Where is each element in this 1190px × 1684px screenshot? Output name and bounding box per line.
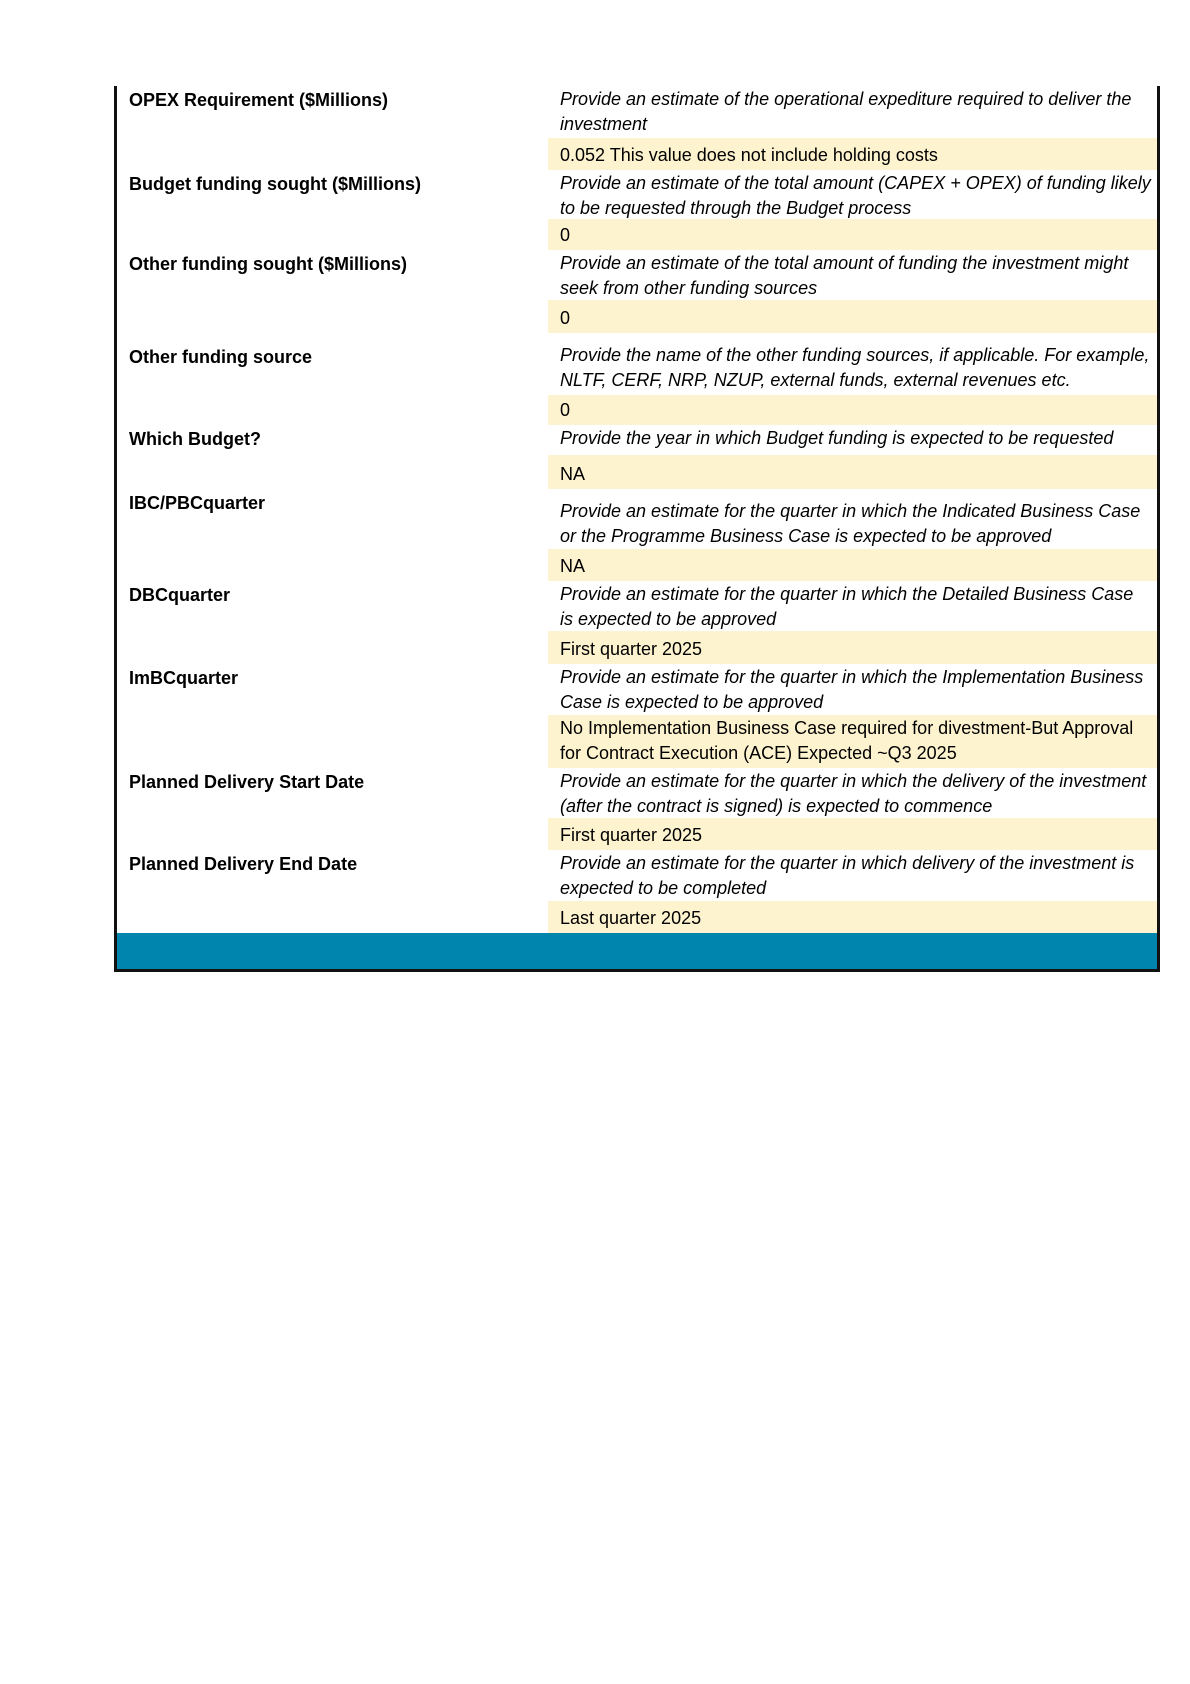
field-description: Provide the year in which Budget funding is expected to be requested xyxy=(560,428,1114,448)
field-row-opex xyxy=(117,86,1157,170)
field-row-other-funding xyxy=(117,250,1157,333)
field-label: IBC/PBCquarter xyxy=(129,493,266,513)
field-row-delivery-start xyxy=(117,768,1157,850)
field-label: Other funding source xyxy=(129,347,313,367)
field-description: Provide an estimate for the quarter in which the Indicated Business Case or the Programme Business Case is expected to be approved xyxy=(560,501,1141,546)
field-row-dbc-quarter xyxy=(117,581,1157,664)
field-row-imbc-quarter xyxy=(117,664,1157,768)
field-row-ibc-pbc-quarter xyxy=(117,489,1157,581)
field-value: NA xyxy=(548,455,1157,489)
field-value: 0 xyxy=(548,395,1157,425)
field-value: First quarter 2025 xyxy=(548,818,1157,850)
field-description: Provide an estimate of the operational expediture required to deliver the investment xyxy=(560,89,1132,134)
field-row-which-budget xyxy=(117,425,1157,489)
field-description: Provide an estimate for the quarter in which delivery of the investment is expected to be completed xyxy=(560,853,1135,898)
field-label: ImBCquarter xyxy=(129,668,239,688)
funding-form-table xyxy=(114,86,1160,972)
field-description: Provide the name of the other funding sources, if applicable. For example, NLTF, CERF, NRP, NZUP, external funds, external revenues etc. xyxy=(560,345,1150,390)
field-value: 0 xyxy=(548,219,1157,250)
field-label: DBCquarter xyxy=(129,585,231,605)
field-value: 0 xyxy=(548,300,1157,333)
field-value: NA xyxy=(548,549,1157,581)
field-label: Other funding sought ($Millions) xyxy=(129,254,407,274)
field-value: First quarter 2025 xyxy=(548,631,1157,664)
field-value: No Implementation Business Case required for divestment-But Approval for Contract Execution (ACE) Expected ~Q3 2025 xyxy=(548,715,1157,768)
field-label: OPEX Requirement ($Millions) xyxy=(129,90,389,110)
field-label: Which Budget? xyxy=(129,429,261,449)
field-row-delivery-end xyxy=(117,850,1157,933)
field-description: Provide an estimate for the quarter in which the Detailed Business Case is expected to be approved xyxy=(560,584,1134,629)
field-description: Provide an estimate of the total amount of funding the investment might seek from other funding sources xyxy=(560,253,1129,298)
field-description: Provide an estimate for the quarter in which the Implementation Business Case is expected to be approved xyxy=(560,667,1144,712)
field-label: Budget funding sought ($Millions) xyxy=(129,174,421,194)
field-value: Last quarter 2025 xyxy=(548,901,1157,933)
field-label: Planned Delivery End Date xyxy=(129,854,358,874)
field-label: Planned Delivery Start Date xyxy=(129,772,365,792)
field-value: 0.052 This value does not include holding costs xyxy=(548,138,1157,170)
field-description: Provide an estimate for the quarter in which the delivery of the investment (after the contract is signed) is expected to commence xyxy=(560,771,1147,816)
field-row-other-funding-source xyxy=(117,333,1157,425)
field-row-budget-funding xyxy=(117,170,1157,250)
table-footer-bar xyxy=(117,933,1157,972)
field-description: Provide an estimate of the total amount (CAPEX + OPEX) of funding likely to be requested through the Budget process xyxy=(560,173,1151,218)
